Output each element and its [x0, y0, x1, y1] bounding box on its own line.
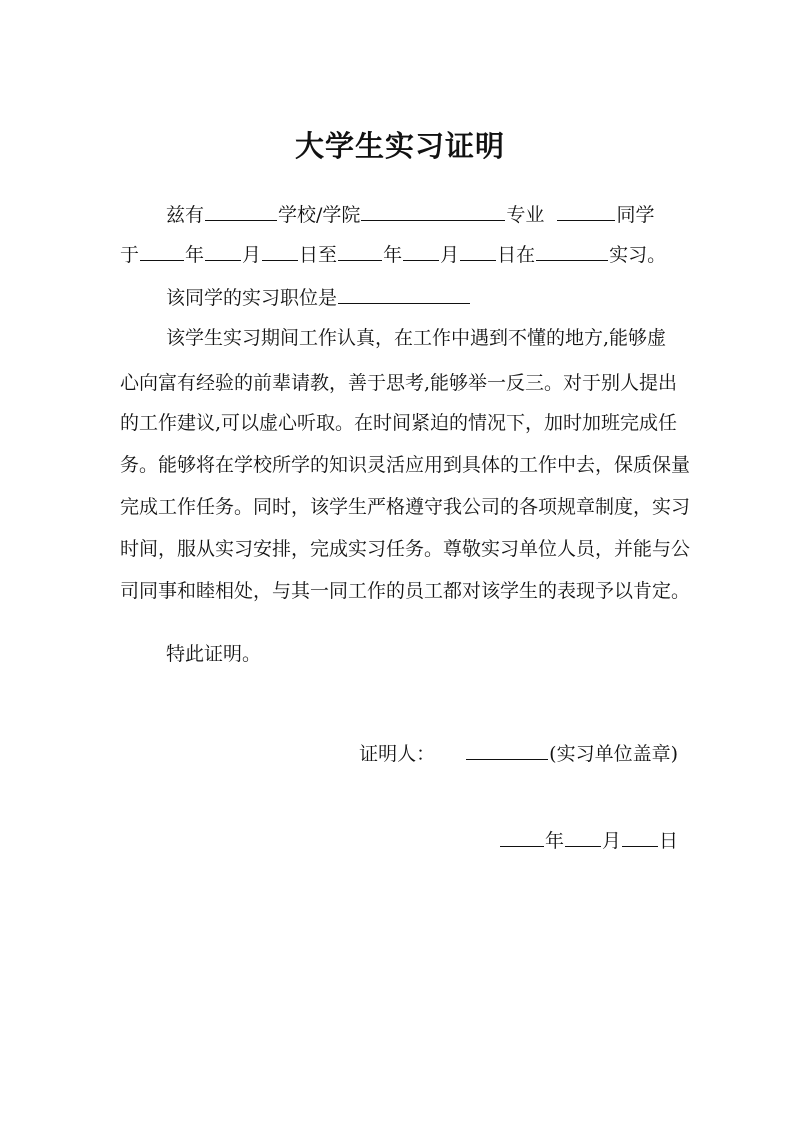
end-year-label: 年 [383, 244, 403, 266]
closing-line: 特此证明。 [166, 643, 262, 665]
stamp-label: (实习单位盖章) [549, 743, 678, 765]
intro-line-2 [120, 241, 666, 269]
end-year-blank[interactable] [338, 241, 382, 261]
date-year-label: 年 [544, 830, 564, 852]
school-label: 学校/学院 [278, 204, 361, 226]
position-blank[interactable] [338, 284, 470, 304]
body-line: 务。能够将在学校所学的知识灵活应用到具体的工作中去，保质保量 [120, 454, 691, 476]
signature-blank[interactable] [466, 740, 548, 760]
start-month-blank[interactable] [205, 241, 241, 261]
body-line: 该学生实习期间工作认真，在工作中遇到不懂的地方,能够虚 [166, 327, 667, 349]
signature-label: 证明人： [359, 743, 436, 765]
body-line: 时间，服从实习安排，完成实习任务。尊敬实习单位人员，并能与公 [120, 538, 691, 560]
yu-label: 于 [120, 244, 140, 266]
start-year-blank[interactable] [140, 241, 184, 261]
college-blank[interactable] [361, 201, 505, 221]
body-line: 完成工作任务。同时，该学生严格遵守我公司的各项规章制度，实习 [120, 496, 691, 518]
intro-line-1 [166, 201, 654, 229]
position-label: 该同学的实习职位是 [166, 287, 338, 309]
body-line: 司同事和睦相处，与其一同工作的员工都对该学生的表现予以肯定。 [120, 580, 691, 602]
start-month-label: 月 [242, 244, 262, 266]
position-line [166, 284, 471, 312]
date-line [499, 827, 678, 855]
body-line: 的工作建议,可以虚心听取。在时间紧迫的情况下，加时加班完成任 [120, 412, 678, 434]
date-year-blank[interactable] [500, 827, 544, 847]
intro-prefix: 兹有 [166, 204, 205, 226]
classmate-label: 同学 [616, 204, 655, 226]
intern-label: 实习。 [609, 244, 667, 266]
end-month-label: 月 [440, 244, 460, 266]
start-year-label: 年 [185, 244, 205, 266]
start-day-blank[interactable] [262, 241, 298, 261]
signature-line [359, 740, 678, 768]
body-line: 心向富有经验的前辈请教，善于思考,能够举一反三。对于别人提出 [120, 372, 678, 394]
date-month-label: 月 [601, 830, 621, 852]
major-label: 专业 [506, 204, 545, 226]
date-day-label: 日 [658, 830, 678, 852]
end-day-blank[interactable] [460, 241, 496, 261]
major-blank[interactable] [557, 201, 615, 221]
end-month-blank[interactable] [403, 241, 439, 261]
company-blank[interactable] [536, 241, 608, 261]
date-day-blank[interactable] [622, 827, 658, 847]
start-day-label: 日至 [299, 244, 338, 266]
school-blank[interactable] [205, 201, 277, 221]
date-month-blank[interactable] [565, 827, 601, 847]
end-day-label: 日在 [497, 244, 536, 266]
document-title: 大学生实习证明 [294, 129, 505, 163]
